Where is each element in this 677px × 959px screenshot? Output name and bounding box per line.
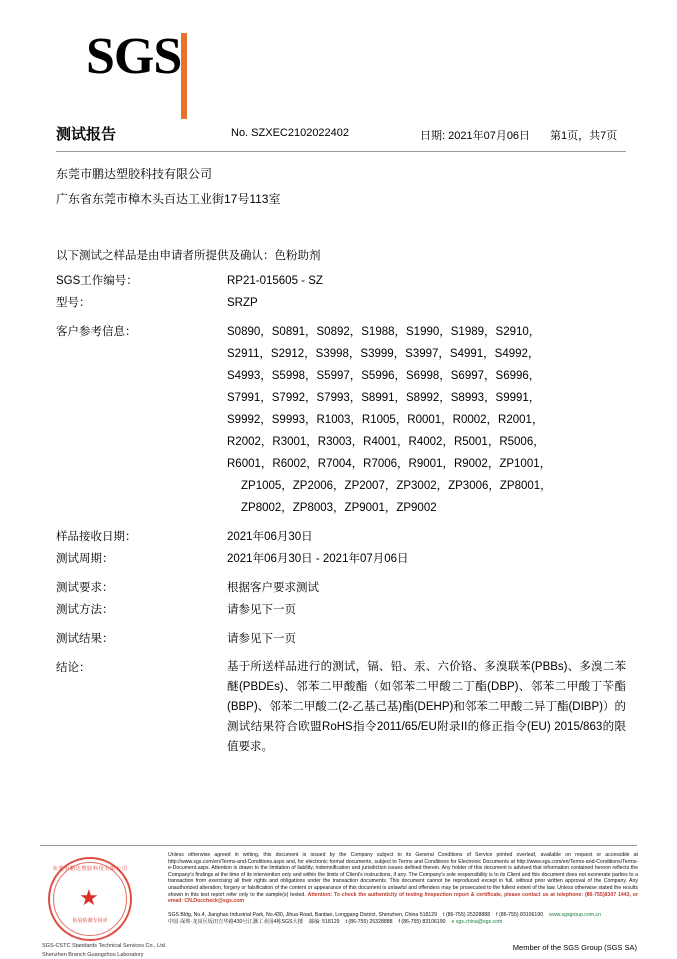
field-value: SRZP bbox=[227, 297, 258, 309]
footer-website[interactable]: www.sgsgroup.com.cn bbox=[549, 912, 601, 918]
seal-caption-line2: Shenzhen Branch Guangzhou Laboratory bbox=[42, 952, 144, 958]
sample-intro: 以下测试之样品是由申请者所提供及确认：色粉助剂 bbox=[56, 250, 321, 262]
field-label: 测试方法： bbox=[56, 604, 114, 616]
field-row-test-result bbox=[56, 628, 626, 650]
field-row-test-period bbox=[56, 548, 626, 570]
footer-tel-cn: t (86-755) 25328888 bbox=[345, 919, 393, 926]
footer-email-cn[interactable]: e sgs.china@sgs.com bbox=[451, 919, 503, 926]
footer-attention-text[interactable]: Attention: To check the authenticity of testing /inspection report & certificate, please contact us at telephone: (86-755)8307 1443, or email: CN.Doccheck@sgs.com bbox=[168, 891, 638, 905]
footer-address-block bbox=[168, 912, 638, 926]
seal-bottom-text: 检验检测专用章 bbox=[72, 918, 108, 924]
star-icon: ★ bbox=[79, 885, 99, 910]
page-title: 测试报告 bbox=[56, 126, 117, 143]
header-divider bbox=[56, 151, 626, 152]
ref-line: R6001，R6002，R7004，R7006，R9001，R9002，ZP1001， bbox=[227, 458, 552, 470]
seal-caption-line1: SGS-CSTC Standards Technical Services Co., Ltd. bbox=[42, 943, 167, 949]
field-label: 型号： bbox=[56, 297, 91, 309]
footer-address-en: SGS Bldg, No.4, Jianghao Industrial Park, No.430, Jihua Road, Bantian, Longgang District, Shenzhen, China 518129 bbox=[168, 912, 438, 918]
footer-zip-cn: 邮编: 518129 bbox=[308, 919, 340, 926]
footer-fax-cn: f (86-755) 83106190 bbox=[398, 919, 446, 926]
company-seal bbox=[42, 855, 167, 958]
field-row-conclusion bbox=[56, 657, 626, 757]
field-value: 2021年06月30日 - 2021年07月06日 bbox=[227, 553, 409, 565]
report-date: 日期: 2021年07月06日 bbox=[420, 130, 531, 142]
field-label: SGS工作编号： bbox=[56, 275, 138, 287]
title-row bbox=[56, 123, 626, 147]
report-number: No. SZXEC2102022402 bbox=[231, 127, 350, 139]
footer-address-cn: 中国·深圳·龙岗区坂田吉华路430号江灏工业园4栋SGS大楼 bbox=[168, 919, 303, 926]
footer-legal-text: Unless otherwise agreed in writing, this document is issued by the Company subject to its General Conditions of Service printed overleaf, available on request or accessible at http://www.sgs.com/en/Terms-and-Conditions.aspx and, for electronic format documents, subject to Terms and Conditions for Electronic Documents at http://www.sgs.com/en/Terms-and-Conditions/Terms-e-Document.aspx. Attention is drawn to the limitation of liability, indemnification and jurisdiction issues defined therein. Any holder of this document is advised that information contained hereon reflects the Company's findings at the time of its intervention only and within the limits of Client's instructions, if any. The Company's sole responsibility is to its Client and this document does not exonerate parties to a transaction from exercising all their rights and obligations under the transaction documents. This document cannot be reproduced except in full, without prior written approval of the Company. Any unauthorized alteration, forgery or falsification of the content or appearance of this document is unlawful and offenders may be prosecuted to the fullest extent of the law. Unless otherwise stated the results shown in this test report refer only to the sample(s) tested. bbox=[168, 852, 638, 898]
company-name: 东莞市鹏达塑胶科技有限公司 bbox=[56, 167, 213, 181]
ref-line: R2002，R3001，R3003，R4001，R4002，R5001，R5006， bbox=[227, 436, 545, 448]
company-block bbox=[56, 162, 280, 212]
field-value: 请参见下一页 bbox=[227, 604, 296, 616]
field-label: 测试周期： bbox=[56, 553, 114, 565]
footer-divider bbox=[40, 845, 637, 846]
field-row-received-date bbox=[56, 526, 626, 548]
ref-line: S2911，S2912，S3998，S3999，S3997，S4991，S4992， bbox=[227, 348, 540, 360]
field-label: 测试结果： bbox=[56, 633, 114, 645]
ref-line: S4993，S5998，S5997，S5996，S6998，S6997，S6996， bbox=[227, 370, 541, 382]
field-row-job-no bbox=[56, 270, 626, 292]
field-row-test-method bbox=[56, 599, 626, 621]
ref-line: S7991，S7992，S7993，S8991，S8992，S8993，S9991， bbox=[227, 392, 541, 404]
field-row-customer-ref bbox=[56, 321, 626, 519]
field-value: 根据客户要求测试 bbox=[227, 582, 319, 594]
field-row-model bbox=[56, 292, 626, 314]
field-label: 客户参考信息： bbox=[56, 326, 137, 338]
field-value: RP21-015605 - SZ bbox=[227, 275, 323, 287]
footer-fax-en: f (86-755) 83106190 bbox=[496, 912, 544, 918]
field-value: 请参见下一页 bbox=[227, 633, 296, 645]
ref-line: ZP8002，ZP8003，ZP9001，ZP9002 bbox=[241, 502, 437, 514]
page-indicator: 第1页，共7页 bbox=[550, 130, 618, 142]
footer-legal-block bbox=[168, 852, 638, 905]
seal-top-text: 东莞市鹏达塑胶科技有限公司 bbox=[52, 866, 128, 872]
footer-member-text: Member of the SGS Group (SGS SA) bbox=[512, 943, 637, 952]
company-address: 广东省东莞市樟木头百达工业街17号113室 bbox=[56, 192, 281, 206]
logo-text: SGS bbox=[86, 28, 182, 85]
field-label: 测试要求： bbox=[56, 582, 114, 594]
logo-accent-bar bbox=[181, 33, 187, 119]
field-label: 结论： bbox=[56, 662, 91, 674]
footer-tel-en: t (86-755) 25328888 bbox=[443, 912, 491, 918]
conclusion-text: 基于所送样品进行的测试，镉、铅、汞、六价铬、多溴联苯(PBBs)、多溴二苯醚(PBDEs)、邻苯二甲酸酯（如邻苯二甲酸二丁酯(DBP)、邻苯二甲酸丁苄酯(BBP)、邻苯二甲酸二(2-乙基己基)酯(DEHP)和邻苯二甲酸二异丁酯(DIBP)）的测试结果符合欧盟RoHS指令2011/65/EU附录II的修正指令(EU) 2015/863的限值要求。 bbox=[227, 661, 626, 753]
customer-ref-values bbox=[227, 321, 626, 519]
field-label: 样品接收日期： bbox=[56, 531, 137, 543]
field-row-test-requirement bbox=[56, 577, 626, 599]
sgs-logo bbox=[86, 30, 206, 92]
ref-line: S0890，S0891，S0892，S1988，S1990，S1989，S2910， bbox=[227, 326, 541, 338]
ref-line: S9992，S9993，R1003，R1005，R0001，R0002，R2001， bbox=[227, 414, 544, 426]
fields-table bbox=[56, 270, 626, 757]
ref-line: ZP1005，ZP2006，ZP2007，ZP3002，ZP3006，ZP8001， bbox=[241, 480, 552, 492]
footer-address-row-cn bbox=[168, 919, 638, 926]
field-value: 2021年06月30日 bbox=[227, 531, 313, 543]
